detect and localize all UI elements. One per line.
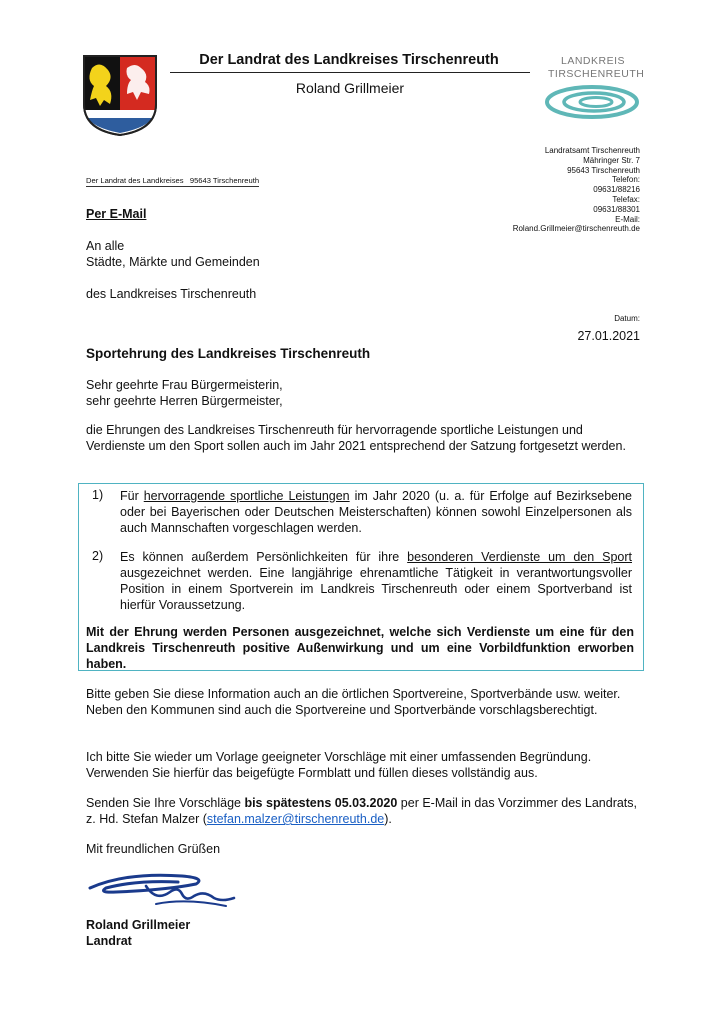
item-number: 2) — [92, 549, 104, 563]
recipient-line: Städte, Märkte und Gemeinden — [86, 255, 260, 269]
salutation-line: Sehr geehrte Frau Bürgermeisterin, — [86, 378, 283, 392]
recipient-line: An alle — [86, 239, 125, 253]
landkreis-logo-text — [548, 55, 645, 81]
box-bold-statement: Mit der Ehrung werden Personen ausgezeichnet, welche sich Verdienste um eine für den Landkreis Tirschenreuth positive Außenwirkung und um eine Vorbildfunktion erworben haben. — [86, 625, 634, 671]
logo-line-2: TIRSCHENREUTH — [548, 68, 645, 80]
header-title: Der Landrat des Landkreises Tirschenreuth — [199, 52, 499, 68]
header-name: Roland Grillmeier — [295, 80, 405, 96]
recipient-address — [86, 238, 260, 302]
request-paragraph: Ich bitte Sie wieder um Vorlage geeigneter Vorschläge mit einer umfassenden Begründung. Verwenden Sie hierfür das beigefügte Formblatt und füllen dieses vollständig aus. — [86, 750, 592, 780]
item-text: Es können außerdem Persönlichkeiten für ihre — [120, 550, 408, 564]
closing: Mit freundlichen Grüßen — [86, 842, 221, 856]
item-highlight: besonderen Verdienste um den Sport — [407, 550, 632, 564]
subject-heading: Sportehrung des Landkreises Tirschenreuth — [86, 346, 371, 361]
salutation — [86, 377, 638, 409]
deadline-date: bis spätestens 05.03.2020 — [244, 796, 398, 810]
contact-line: 95643 Tirschenreuth — [567, 165, 640, 175]
deadline-paragraph — [86, 795, 638, 827]
header-divider — [170, 72, 530, 73]
deadline-text: Senden Sie Ihre Vorschläge — [86, 796, 245, 810]
handwritten-signature — [86, 868, 238, 912]
signature-name: Roland Grillmeier — [86, 918, 191, 932]
landkreis-logo-icon — [544, 83, 640, 121]
item-number: 1) — [92, 488, 104, 502]
contact-line: E-Mail: — [615, 214, 640, 224]
item-text: Für — [120, 489, 144, 503]
deadline-text: ). — [384, 812, 392, 826]
item-highlight: hervorragende sportliche Leistungen — [143, 489, 350, 503]
contact-line: Mähringer Str. 7 — [583, 155, 640, 165]
logo-line-1: LANDKREIS — [560, 55, 626, 67]
deadline-text: per E-Mail in das Vorzimmer des Landrats, z. Hd. Stefan Malzer ( — [86, 796, 638, 826]
signature-title: Landrat — [86, 934, 132, 948]
recipient-line: des Landkreises Tirschenreuth — [86, 287, 257, 301]
contact-line: Telefax: — [612, 194, 640, 204]
per-email-label: Per E-Mail — [86, 207, 147, 221]
item-text: im Jahr 2020 (u. a. für Erfolge auf Bezirksebene oder bei Bayerischen oder Deutschen Meisterschaften) können sowohl Einzelpersonen als auch Mannschaften vorgeschlagen werden. — [120, 489, 632, 535]
coat-of-arms-icon — [82, 54, 158, 136]
sender-line: Der Landrat des Landkreises 95643 Tirschenreuth — [86, 176, 260, 185]
intro-paragraph: die Ehrungen des Landkreises Tirschenreuth für hervorragende sportliche Leistungen und Verdienste um den Sport sollen auch im Jahr 2021 entsprechend der Satzung fortgesetzt werden. — [86, 423, 626, 453]
date-value: 27.01.2021 — [577, 329, 640, 343]
contact-line: Landratsamt Tirschenreuth — [544, 146, 640, 155]
contact-line: 09631/88216 — [593, 185, 640, 195]
contact-line: Telefon: — [611, 175, 640, 185]
contact-email[interactable]: Roland.Grillmeier@tirschenreuth.de — [512, 224, 640, 234]
list-item — [120, 488, 632, 536]
signature-block — [86, 917, 190, 949]
list-item — [120, 549, 632, 613]
date-label: Datum: — [614, 314, 640, 323]
item-text: ausgezeichnet werden. Eine langjährige ehrenamtliche Tätigkeit in verantwortungsvoller Position in einem Sportverein im Landkreis Tirschenreuth oder einem Sportverband ist hierfür Voraussetzung. — [120, 566, 632, 612]
contact-line: 09631/88301 — [593, 204, 640, 214]
salutation-line: sehr geehrte Herren Bürgermeister, — [86, 394, 283, 408]
forward-paragraph: Bitte geben Sie diese Information auch an die örtlichen Sportvereine, Sportverbände usw. weiter. Neben den Kommunen sind auch die Sportvereine und Sportverbände vorschlagsberechtigt. — [86, 687, 621, 717]
contact-block — [470, 146, 640, 234]
email-link[interactable]: stefan.malzer@tirschenreuth.de — [206, 812, 385, 826]
